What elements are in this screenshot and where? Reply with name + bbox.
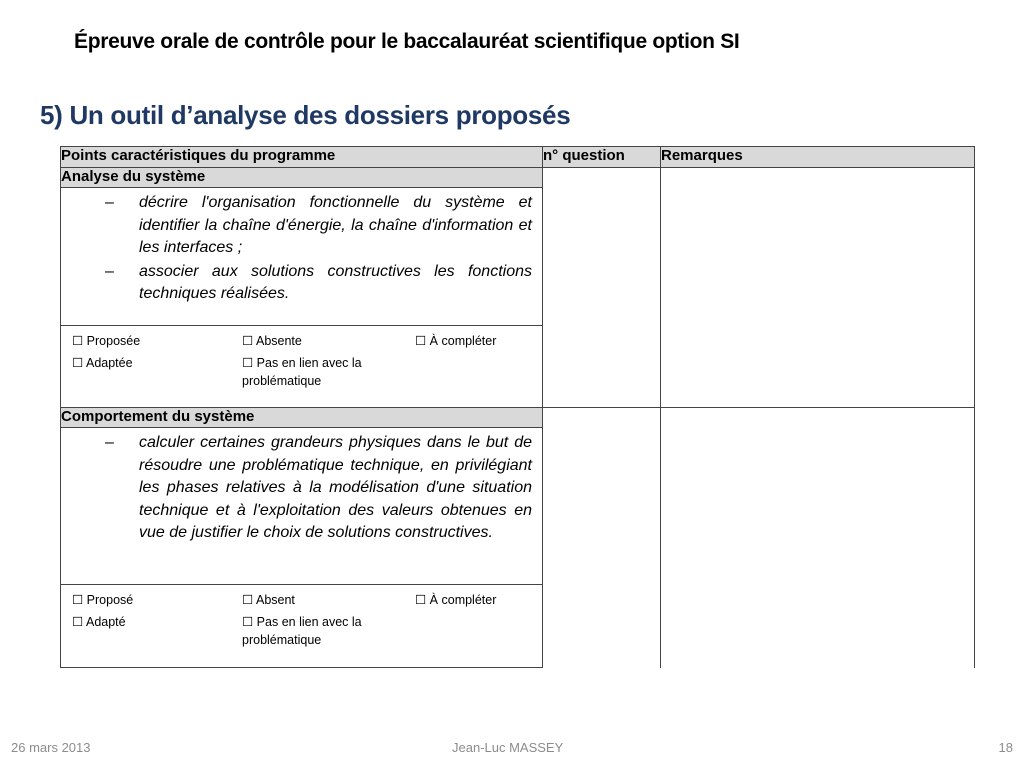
section-heading-row	[61, 168, 975, 188]
column-header-points: Points caractéristiques du programme	[61, 147, 543, 168]
slide-title: 5) Un outil d’analyse des dossiers proposés	[40, 100, 571, 130]
checkbox-a-completer[interactable]: ☐ À compléter	[415, 593, 497, 607]
checkbox-options	[61, 326, 542, 390]
remarks-cell-comportement[interactable]	[661, 408, 975, 668]
table-header-row	[61, 147, 975, 168]
list-item: – calculer certaines grandeurs physiques dans le but de résoudre une problématique technique, en privilégiant les phases relatives à la modélisation d'une situation technique et à l'exploitation des valeurs obtenues en vue de justifier le choix de solutions constructives.	[105, 434, 532, 541]
bullets-cell	[61, 188, 543, 326]
analysis-table	[60, 146, 975, 668]
bullet-list	[61, 428, 542, 545]
footer-author: Jean-Luc MASSEY	[452, 740, 564, 755]
checkbox-pas-en-lien[interactable]: ☐ Pas en lien avec la problématique	[242, 615, 362, 647]
dash-icon: –	[105, 194, 114, 211]
section-heading-comportement: Comportement du système	[61, 408, 543, 428]
list-item: – associer aux solutions constructives les fonctions techniques réalisées.	[105, 262, 532, 302]
options-cell	[61, 585, 543, 668]
options-cell	[61, 326, 543, 408]
list-item: – décrire l'organisation fonctionnelle du système et identifier la chaîne d'énergie, la chaîne d'information et les interfaces ;	[105, 194, 532, 256]
question-cell-comportement[interactable]	[543, 408, 661, 668]
footer-date: 26 mars 2013	[11, 740, 91, 755]
checkbox-absent[interactable]: ☐ Absent	[242, 593, 295, 607]
section-heading-analyse: Analyse du système	[61, 168, 543, 188]
checkbox-propose[interactable]: ☐ Proposé	[72, 593, 134, 607]
checkbox-adaptee[interactable]: ☐ Adaptée	[72, 356, 133, 370]
checkbox-options	[61, 585, 542, 649]
dash-icon: –	[105, 262, 114, 280]
section-heading-row	[61, 408, 975, 428]
dash-icon: –	[105, 434, 114, 451]
remarks-cell-analyse[interactable]	[661, 168, 975, 408]
footer-page-number: 18	[998, 740, 1013, 755]
question-cell-analyse[interactable]	[543, 168, 661, 408]
checkbox-pas-en-lien[interactable]: ☐ Pas en lien avec la problématique	[242, 356, 362, 388]
bullets-cell	[61, 428, 543, 585]
checkbox-a-completer[interactable]: ☐ À compléter	[415, 334, 497, 348]
checkbox-absente[interactable]: ☐ Absente	[242, 334, 302, 348]
column-header-question: n° question	[543, 147, 661, 168]
bullet-list	[61, 188, 542, 306]
column-header-remarks: Remarques	[661, 147, 975, 168]
checkbox-proposee[interactable]: ☐ Proposée	[72, 334, 141, 348]
checkbox-adapte[interactable]: ☐ Adapté	[72, 615, 126, 629]
slide-header: Épreuve orale de contrôle pour le baccalauréat scientifique option SI	[74, 30, 740, 53]
